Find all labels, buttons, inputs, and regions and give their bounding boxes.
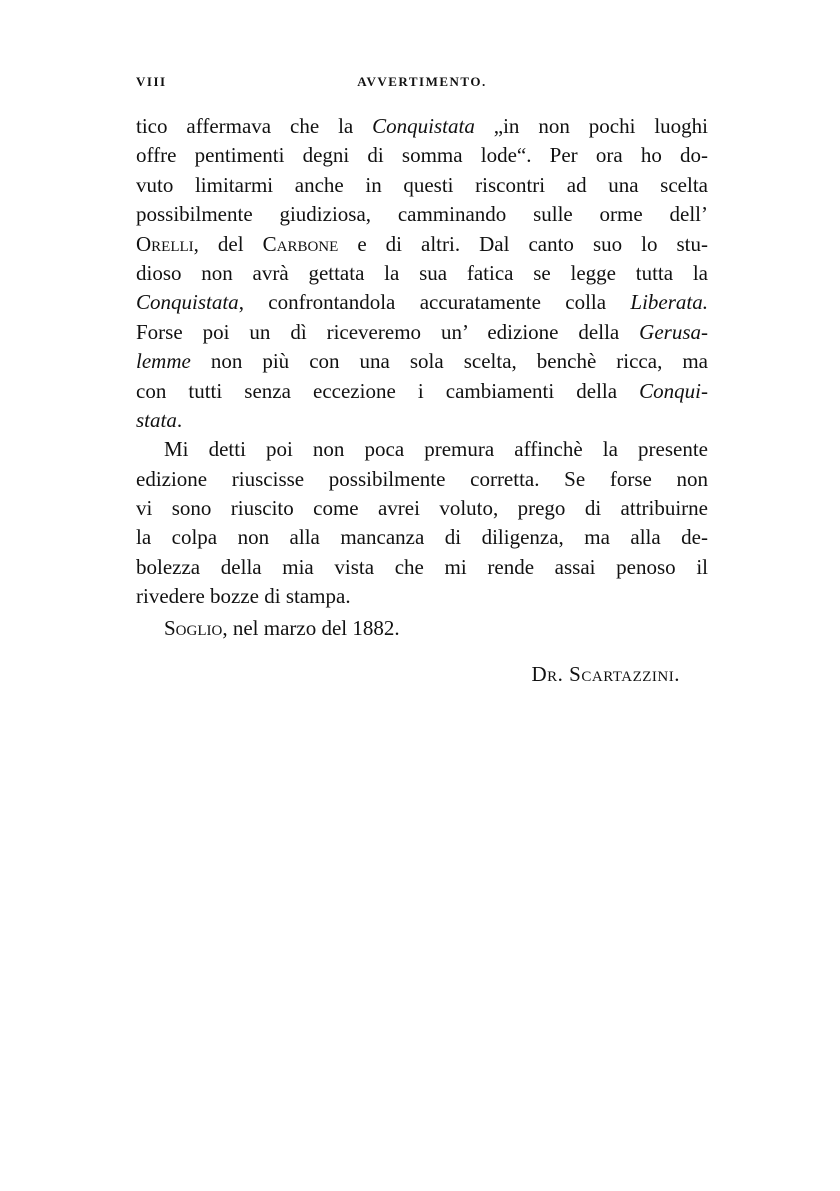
paragraph-1-line-10 (136, 377, 708, 406)
italic-title-conquistata: Conquistata (136, 290, 239, 315)
paragraph-1-line-3: vuto limitarmi anche in questi riscontri ad una scelta (136, 172, 708, 197)
text-run: con tutti senza eccezione i cambiamenti della (136, 378, 640, 403)
text-run: , del (193, 231, 263, 256)
page-number: VIII (136, 74, 167, 89)
text-run: . (176, 407, 183, 432)
italic-title-conquistata: Conquistata (372, 114, 475, 138)
paragraph-2-line-2: edizione riuscisse possibilmente corretta. Se forse non (136, 466, 708, 491)
place-name: Soglio (164, 616, 223, 640)
text-run: „in non pochi luoghi (474, 114, 708, 138)
paragraph-2-line-4: la colpa non alla mancanza di diligenza, ma alla de- (136, 525, 708, 550)
paragraph-2-line-1: Mi detti poi non poca premura affinchè la presente (164, 437, 708, 462)
paragraph-1-line-6: dioso non avrà gettata la sua fatica se legge tutta la (136, 260, 708, 285)
paragraph-1-line-7 (136, 288, 708, 317)
place-and-date (164, 614, 400, 643)
paragraph-1-line-1 (136, 112, 708, 141)
paragraph-1-line-11 (136, 406, 708, 435)
text-run: tico affermava che la (136, 114, 373, 138)
running-head (136, 74, 708, 98)
paragraph-2-line-6: rivedere bozze di stampa. (136, 584, 351, 609)
date-text: , nel marzo del 1882. (222, 616, 400, 640)
paragraph-1-line-8 (136, 318, 708, 347)
text-run: e di altri. Dal canto suo lo stu- (338, 231, 708, 256)
paragraph-1-line-4: possibilmente giudiziosa, camminando sulle orme dell’ (136, 202, 708, 227)
section-title: AVVERTIMENTO. (357, 74, 487, 89)
name-carbone: Carbone (262, 231, 339, 256)
italic-title-conquistata: Conqui- (639, 378, 708, 403)
paragraph-1-line-2: offre pentimenti degni di somma lode“. Per ora ho do- (136, 143, 708, 168)
paragraph-2-line-3: vi sono riuscito come avrei voluto, prego di attribuirne (136, 496, 708, 521)
paragraph-2-line-5: bolezza della mia vista che mi rende assai penoso il (136, 554, 708, 579)
text-run: Forse poi un dì riceveremo un’ edizione della (136, 319, 640, 344)
body-text (136, 112, 708, 612)
paragraph-1-line-5 (136, 230, 708, 259)
author-signature: Dr. Scartazzini. (531, 662, 680, 686)
italic-title-gerusalemme: Gerusa- (639, 319, 708, 344)
name-orelli: Orelli (136, 231, 194, 256)
paragraph-1-line-9 (136, 347, 708, 376)
text-run: non più con una sola scelta, benchè ricca, ma (190, 349, 708, 374)
italic-title-gerusalemme: lemme (136, 349, 191, 374)
italic-title-conquistata: stata (136, 407, 177, 432)
text-run: , confrontandola accuratamente colla (238, 290, 631, 315)
italic-title-liberata: Liberata. (630, 290, 708, 315)
